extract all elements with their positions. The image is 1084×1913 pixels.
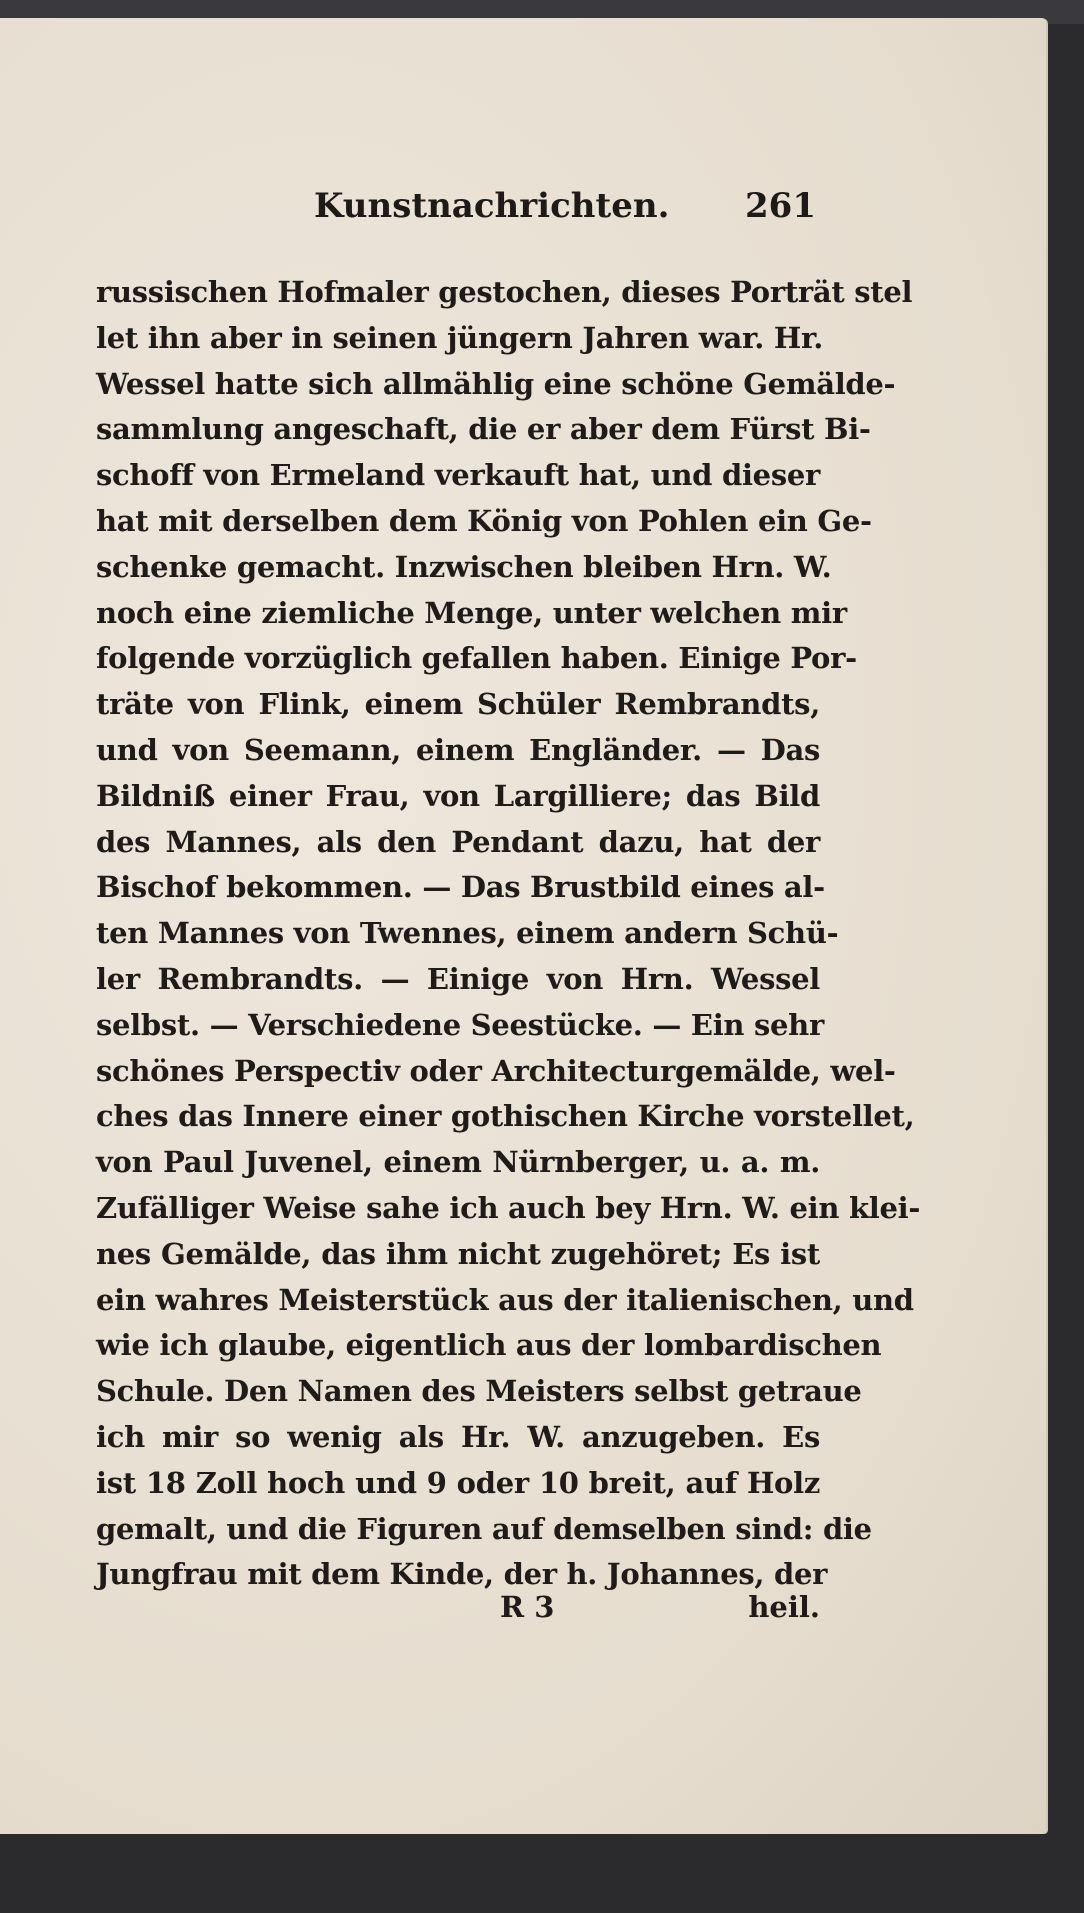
text-line: wie ich glaube, eigentlich aus der lombardischen <box>96 1328 882 1363</box>
text-line: gemalt, und die Figuren auf demselben sind: die <box>96 1511 872 1546</box>
page-number: 261 <box>745 186 816 226</box>
text-line: ist 18 Zoll hoch und 9 oder 10 breit, auf Holz <box>96 1465 820 1500</box>
text-line: noch eine ziemliche Menge, unter welchen mir <box>96 595 847 630</box>
text-line: Bildniß einer Frau, von Largilliere; das Bild <box>96 778 820 813</box>
text-line: folgende vorzüglich gefallen haben. Einige Por- <box>96 641 857 676</box>
text-line: schenke gemacht. Inzwischen bleiben Hrn. W. <box>96 549 832 584</box>
running-title: Kunstnachrichten. <box>314 186 670 226</box>
text-line: Wessel hatte sich allmählig eine schöne Gemälde- <box>96 366 896 401</box>
text-line: von Paul Juvenel, einem Nürnberger, u. a. m. <box>96 1145 820 1180</box>
text-line: träte von Flink, einem Schüler Rembrandts, <box>96 687 820 722</box>
text-line: Zufälliger Weise sahe ich auch bey Hrn. W. ein klei- <box>96 1190 921 1225</box>
text-line: russischen Hofmaler gestochen, dieses Porträt stel <box>96 275 913 309</box>
text-line: und von Seemann, einem Engländer. — Das <box>96 732 820 767</box>
page-footer <box>96 1590 820 1630</box>
text-line: schönes Perspectiv oder Architecturgemälde, wel- <box>96 1053 896 1088</box>
text-line: nes Gemälde, das ihm nicht zugehöret; Es ist <box>96 1236 820 1271</box>
text-line: selbst. — Verschiedene Seestücke. — Ein sehr <box>96 1007 824 1042</box>
text-line: ich mir so wenig als Hr. W. anzugeben. Es <box>96 1419 820 1454</box>
signature-mark: R 3 <box>500 1590 555 1624</box>
text-line: Jungfrau mit dem Kinde, der h. Johannes, der <box>96 1557 828 1592</box>
text-line: let ihn aber in seinen jüngern Jahren war. Hr. <box>96 320 824 355</box>
text-line: ein wahres Meisterstück aus der italienischen, und <box>96 1282 914 1317</box>
text-line: schoff von Ermeland verkauft hat, und dieser <box>96 458 820 493</box>
text-line: Bischof bekommen. — Das Brustbild eines al- <box>96 870 825 905</box>
text-line: Schule. Den Namen des Meisters selbst getraue <box>96 1374 862 1409</box>
text-line: des Mannes, als den Pendant dazu, hat der <box>96 824 820 859</box>
text-line: sammlung angeschaft, die er aber dem Fürst Bi- <box>96 412 871 447</box>
book-page <box>0 18 1046 1834</box>
text-line: ten Mannes von Twennes, einem andern Schü- <box>96 916 839 951</box>
body-text <box>96 270 921 1598</box>
catchword: heil. <box>748 1590 820 1624</box>
text-line: ler Rembrandts. — Einige von Hrn. Wessel <box>96 961 820 996</box>
text-line: hat mit derselben dem König von Pohlen ein Ge- <box>96 503 872 538</box>
text-line: ches das Innere einer gothischen Kirche vorstellet, <box>96 1099 915 1134</box>
page-header <box>96 186 816 232</box>
